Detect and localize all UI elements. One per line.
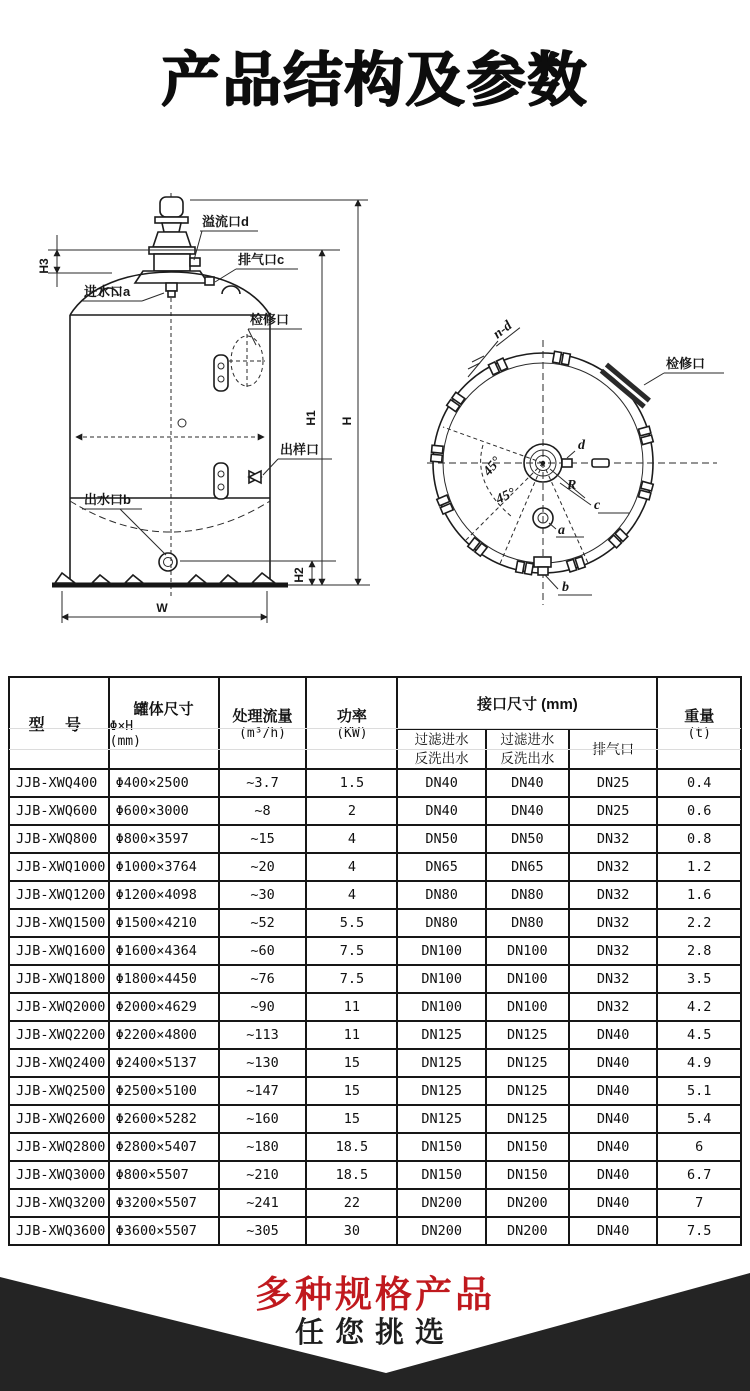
table-cell: DN25 — [569, 797, 658, 825]
table-cell: 4.5 — [657, 1021, 741, 1049]
header-iface-sub2-l1: 过滤进水 — [500, 732, 555, 747]
table-cell: ~52 — [219, 909, 307, 937]
table-row — [9, 797, 741, 825]
center-hub — [524, 444, 562, 482]
dim-h2: H2 — [292, 567, 306, 583]
table-cell: JJB-XWQ800 — [9, 825, 109, 853]
header-interface-sub3: 排气口 — [569, 729, 658, 769]
header-weight-line2: (t) — [687, 726, 711, 741]
table-cell: ~3.7 — [219, 769, 307, 797]
manhole-front — [229, 334, 265, 388]
table-cell: DN100 — [397, 993, 486, 1021]
header-iface-sub1-l1: 过滤进水 — [414, 732, 469, 747]
table-cell: DN125 — [486, 1105, 569, 1133]
table-cell: DN100 — [486, 937, 569, 965]
table-cell: DN150 — [397, 1161, 486, 1189]
header-tank-line2: Φ×H — [109, 718, 134, 734]
table-cell: Φ3600×5507 — [109, 1217, 219, 1245]
port-d-top — [562, 459, 572, 467]
table-cell: DN100 — [486, 993, 569, 1021]
table-cell: JJB-XWQ1500 — [9, 909, 109, 937]
table-cell: DN200 — [486, 1189, 569, 1217]
table-cell: JJB-XWQ2400 — [9, 1049, 109, 1077]
table-cell: ~15 — [219, 825, 307, 853]
table-cell: DN25 — [569, 769, 658, 797]
table-cell: Φ2800×5407 — [109, 1133, 219, 1161]
table-cell: 30 — [306, 1217, 397, 1245]
table-row — [9, 1105, 741, 1133]
table-cell: 4 — [306, 881, 397, 909]
table-cell: DN50 — [486, 825, 569, 853]
table-cell: DN125 — [397, 1021, 486, 1049]
table-cell: 18.5 — [306, 1161, 397, 1189]
table-cell: ~76 — [219, 965, 307, 993]
table-cell: JJB-XWQ3000 — [9, 1161, 109, 1189]
tank-base — [52, 573, 288, 585]
table-row — [9, 769, 741, 797]
header-flow — [219, 677, 307, 769]
sample-label: 出样口 — [280, 442, 320, 457]
table-cell: JJB-XWQ600 — [9, 797, 109, 825]
table-cell: 0.6 — [657, 797, 741, 825]
table-cell: ~130 — [219, 1049, 307, 1077]
sight-glass-lower — [214, 463, 228, 499]
table-cell: JJB-XWQ1000 — [9, 853, 109, 881]
table-cell: ~160 — [219, 1105, 307, 1133]
table-row — [9, 1133, 741, 1161]
table-cell: 15 — [306, 1049, 397, 1077]
spec-table — [8, 676, 742, 1246]
table-cell: Φ1600×4364 — [109, 937, 219, 965]
table-cell: DN40 — [569, 1021, 658, 1049]
table-cell: Φ2400×5137 — [109, 1049, 219, 1077]
manhole-top-label: 检修口 — [666, 356, 706, 371]
footer-headline: 多种规格产品 — [255, 1274, 495, 1315]
spec-table-body — [9, 769, 741, 1245]
manhole-front-label: 检修口 — [250, 312, 290, 327]
table-cell: DN40 — [569, 1105, 658, 1133]
table-cell: DN40 — [569, 1161, 658, 1189]
r-label: R — [567, 478, 577, 493]
table-cell: DN125 — [397, 1077, 486, 1105]
table-row — [9, 1077, 741, 1105]
header-tank-size — [109, 677, 219, 769]
header-power-title: 功率 — [336, 708, 367, 725]
table-cell: 4 — [306, 825, 397, 853]
header-iface-sub2-l2: 反洗出水 — [500, 751, 555, 766]
table-row — [9, 1021, 741, 1049]
table-cell: ~305 — [219, 1217, 307, 1245]
vent-label: 排气口c — [238, 252, 285, 267]
table-cell: DN32 — [569, 825, 658, 853]
table-cell: Φ2500×5100 — [109, 1077, 219, 1105]
table-row — [9, 1189, 741, 1217]
table-cell: 2.8 — [657, 937, 741, 965]
table-cell: DN40 — [569, 1189, 658, 1217]
table-cell: DN150 — [486, 1161, 569, 1189]
a-label: a — [558, 523, 565, 538]
table-row — [9, 825, 741, 853]
table-cell: DN50 — [397, 825, 486, 853]
table-cell: DN125 — [486, 1049, 569, 1077]
dim-h1: H1 — [304, 410, 318, 426]
table-cell: ~210 — [219, 1161, 307, 1189]
table-cell: DN32 — [569, 853, 658, 881]
lifting-lug-right — [222, 286, 240, 294]
table-cell: Φ400×2500 — [109, 769, 219, 797]
table-cell: Φ1000×3764 — [109, 853, 219, 881]
table-cell: 1.2 — [657, 853, 741, 881]
table-cell: DN150 — [397, 1133, 486, 1161]
table-cell: ~113 — [219, 1021, 307, 1049]
table-cell: Φ3200×5507 — [109, 1189, 219, 1217]
header-interface-sub1 — [397, 729, 486, 769]
b-label: b — [562, 580, 569, 595]
table-cell: ~180 — [219, 1133, 307, 1161]
tank-diagram — [0, 165, 750, 665]
table-cell: 7.5 — [657, 1217, 741, 1245]
table-cell: DN40 — [486, 769, 569, 797]
table-row — [9, 1049, 741, 1077]
table-cell: 6 — [657, 1133, 741, 1161]
table-cell: JJB-XWQ2200 — [9, 1021, 109, 1049]
table-cell: 15 — [306, 1077, 397, 1105]
table-cell: 4.9 — [657, 1049, 741, 1077]
table-cell: Φ2000×4629 — [109, 993, 219, 1021]
page-title: 产品结构及参数 — [161, 47, 589, 113]
table-row — [9, 937, 741, 965]
table-cell: JJB-XWQ1200 — [9, 881, 109, 909]
table-cell: JJB-XWQ3600 — [9, 1217, 109, 1245]
top-callouts — [468, 315, 724, 595]
sample-port — [249, 471, 261, 483]
vent-port — [205, 277, 214, 285]
table-cell: DN40 — [569, 1217, 658, 1245]
header-power — [306, 677, 397, 769]
table-cell: DN40 — [569, 1133, 658, 1161]
table-cell: 7.5 — [306, 937, 397, 965]
table-cell: 0.8 — [657, 825, 741, 853]
table-cell: DN125 — [397, 1049, 486, 1077]
table-row — [9, 1161, 741, 1189]
footer-subline: 任您挑选 — [294, 1317, 455, 1349]
table-row — [9, 881, 741, 909]
table-cell: 15 — [306, 1105, 397, 1133]
front-callouts — [82, 214, 332, 555]
table-cell: 7 — [657, 1189, 741, 1217]
table-cell: ~60 — [219, 937, 307, 965]
manhole-top — [600, 363, 651, 409]
table-row — [9, 909, 741, 937]
overflow-label: 溢流口d — [202, 214, 249, 229]
table-cell: 11 — [306, 1021, 397, 1049]
table-cell: DN40 — [397, 769, 486, 797]
table-cell: DN32 — [569, 937, 658, 965]
header-weight-title: 重量 — [684, 708, 715, 725]
table-cell: DN80 — [397, 909, 486, 937]
table-cell: DN80 — [486, 909, 569, 937]
table-cell: DN40 — [397, 797, 486, 825]
table-row — [9, 993, 741, 1021]
flange-mark — [592, 459, 609, 467]
table-cell: Φ800×5507 — [109, 1161, 219, 1189]
table-cell: JJB-XWQ2800 — [9, 1133, 109, 1161]
header-flow-line2: (m³/h) — [239, 726, 286, 741]
inlet-label: 进水口a — [84, 284, 131, 299]
table-cell: DN80 — [486, 881, 569, 909]
table-cell: DN65 — [486, 853, 569, 881]
dim-h: H — [340, 416, 354, 426]
table-cell: DN100 — [397, 965, 486, 993]
table-cell: 18.5 — [306, 1133, 397, 1161]
header-model: 型 号 — [9, 677, 109, 769]
nd-label: n-d — [490, 318, 516, 343]
front-view — [37, 193, 370, 623]
table-cell: DN80 — [397, 881, 486, 909]
table-cell: Φ2200×4800 — [109, 1021, 219, 1049]
header-power-line2: (KW) — [336, 726, 368, 741]
table-cell: 11 — [306, 993, 397, 1021]
table-cell: DN125 — [486, 1021, 569, 1049]
table-cell: DN200 — [397, 1217, 486, 1245]
table-cell: 6.7 — [657, 1161, 741, 1189]
table-cell: 5.5 — [306, 909, 397, 937]
angle-45-label-1: 45° — [480, 454, 505, 480]
table-cell: Φ600×3000 — [109, 797, 219, 825]
outlet-label: 出水口b — [84, 492, 131, 507]
dim-h3: H3 — [37, 258, 51, 274]
motor-assembly — [135, 197, 208, 297]
table-cell: 4 — [306, 853, 397, 881]
header-flow-title: 处理流量 — [232, 708, 293, 725]
table-cell: DN150 — [486, 1133, 569, 1161]
table-cell: DN125 — [397, 1105, 486, 1133]
table-cell: 2.2 — [657, 909, 741, 937]
table-cell: 5.4 — [657, 1105, 741, 1133]
table-cell: Φ1200×4098 — [109, 881, 219, 909]
table-cell: ~241 — [219, 1189, 307, 1217]
table-cell: DN65 — [397, 853, 486, 881]
table-cell: JJB-XWQ1600 — [9, 937, 109, 965]
table-cell: ~8 — [219, 797, 307, 825]
table-cell: Φ800×3597 — [109, 825, 219, 853]
inlet-port — [166, 283, 177, 291]
table-cell: DN100 — [486, 965, 569, 993]
table-cell: 2 — [306, 797, 397, 825]
table-cell: DN125 — [486, 1077, 569, 1105]
table-cell: DN32 — [569, 965, 658, 993]
table-row — [9, 853, 741, 881]
header-weight — [657, 677, 741, 769]
table-cell: JJB-XWQ3200 — [9, 1189, 109, 1217]
table-cell: JJB-XWQ2500 — [9, 1077, 109, 1105]
top-view — [427, 315, 724, 605]
table-cell: Φ1800×4450 — [109, 965, 219, 993]
table-cell: 1.6 — [657, 881, 741, 909]
table-cell: DN100 — [397, 937, 486, 965]
table-cell: JJB-XWQ2000 — [9, 993, 109, 1021]
dim-w: W — [156, 601, 168, 615]
d-label: d — [578, 438, 585, 453]
header-tank-title: 罐体尺寸 — [133, 700, 194, 718]
table-cell: ~30 — [219, 881, 307, 909]
c-label: c — [594, 498, 601, 513]
table-cell: JJB-XWQ2600 — [9, 1105, 109, 1133]
table-cell: ~90 — [219, 993, 307, 1021]
table-row — [9, 965, 741, 993]
table-cell: DN200 — [486, 1217, 569, 1245]
table-cell: 7.5 — [306, 965, 397, 993]
table-cell: ~20 — [219, 853, 307, 881]
table-cell: JJB-XWQ1800 — [9, 965, 109, 993]
table-cell: DN40 — [569, 1049, 658, 1077]
overflow-port — [190, 258, 200, 266]
table-cell: DN40 — [569, 1077, 658, 1105]
table-cell: DN32 — [569, 881, 658, 909]
header-interface: 接口尺寸 (mm) — [397, 677, 657, 729]
header-iface-sub1-l2: 反洗出水 — [414, 751, 469, 766]
table-cell: 4.2 — [657, 993, 741, 1021]
table-cell: DN32 — [569, 993, 658, 1021]
table-cell: JJB-XWQ400 — [9, 769, 109, 797]
table-cell: 3.5 — [657, 965, 741, 993]
table-cell: Φ1500×4210 — [109, 909, 219, 937]
table-cell: ~147 — [219, 1077, 307, 1105]
table-cell: DN32 — [569, 909, 658, 937]
outlet-port — [159, 553, 177, 571]
table-cell: 1.5 — [306, 769, 397, 797]
header-tank-line3: (mm) — [109, 733, 141, 749]
sight-glass-upper — [214, 355, 228, 391]
table-cell: 22 — [306, 1189, 397, 1217]
dimension-lines — [48, 200, 370, 623]
header-interface-sub2 — [486, 729, 569, 769]
table-cell: Φ2600×5282 — [109, 1105, 219, 1133]
table-cell: DN40 — [486, 797, 569, 825]
table-cell: 0.4 — [657, 769, 741, 797]
table-cell: 5.1 — [657, 1077, 741, 1105]
table-cell: DN200 — [397, 1189, 486, 1217]
angle-45-label-2: 45° — [493, 485, 518, 508]
